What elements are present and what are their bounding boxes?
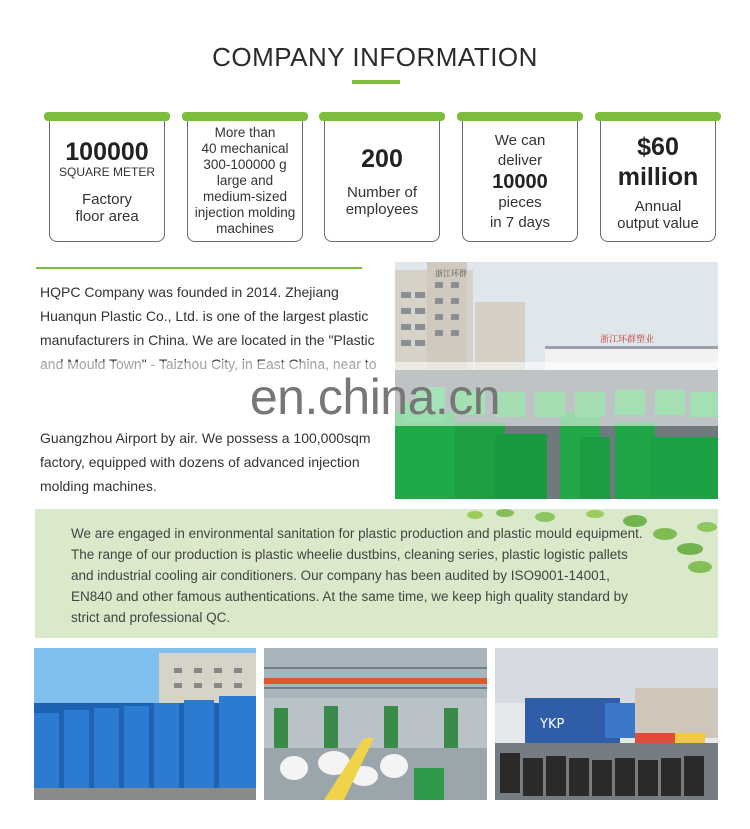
stat-card-employees <box>324 112 440 242</box>
title-underline <box>352 80 400 84</box>
container-loading-photo <box>495 648 718 800</box>
card-top-bar <box>457 112 583 121</box>
stat-line: More than <box>214 124 276 140</box>
stat-card-delivery <box>462 112 578 242</box>
intro-paragraph-continued <box>40 426 385 498</box>
stat-line: injection molding <box>194 204 296 220</box>
workshop-photo <box>264 648 487 800</box>
stat-label: Number of <box>346 183 418 201</box>
stat-line: machines <box>216 220 274 236</box>
stat-line: medium-sized <box>202 188 288 204</box>
stat-value: 200 <box>361 144 403 173</box>
stat-card-floor-area <box>49 112 165 242</box>
stat-card-machines <box>187 112 303 242</box>
card-top-bar <box>319 112 445 121</box>
stat-line: deliver <box>497 151 543 169</box>
stat-line: large and <box>216 172 274 188</box>
paragraph-line: strict and professional QC. <box>71 610 231 625</box>
stat-line: 40 mechanical <box>201 140 289 156</box>
paragraph-line: EN840 and other famous authentications. At the same time, we keep high quality standard by <box>71 589 628 604</box>
container-logo: YKP <box>540 717 565 732</box>
stat-line: 300-100000 g <box>203 156 287 172</box>
stat-label: floor area <box>75 207 139 225</box>
paragraph-line: and industrial cooling air conditioners. Our company has been audited by ISO9001-14001, <box>71 568 610 583</box>
stat-value: 100000 <box>65 137 149 166</box>
paragraph-line: The range of our production is plastic wheelie dustbins, cleaning series, plastic logistic pallets <box>71 547 628 562</box>
card-top-bar <box>44 112 170 121</box>
paragraph-line: HQPC Company was founded in 2014. Zhejiang <box>40 284 339 300</box>
paragraph-line: factory, equipped with dozens of advanced injection <box>40 454 360 470</box>
stat-label: Annual <box>634 197 682 215</box>
stat-label: Factory <box>81 190 132 208</box>
factory-roof-sign: 浙江环群塑业 <box>600 335 655 345</box>
section-title: COMPANY INFORMATION <box>212 42 538 72</box>
paragraph-line: Guangzhou Airport by air. We possess a 100,000sqm <box>40 430 371 446</box>
stat-value: million <box>617 162 699 191</box>
watermark-text: en.china.cn <box>249 369 501 425</box>
stat-unit: SQUARE METER <box>58 164 155 179</box>
factory-sign: 浙江环群 <box>435 269 467 278</box>
watermark <box>30 362 720 426</box>
stat-line: We can <box>494 131 546 149</box>
paragraph-line: molding machines. <box>40 478 157 494</box>
stat-card-output <box>600 112 716 242</box>
card-top-bar <box>182 112 308 121</box>
stat-line: pieces <box>498 193 542 211</box>
paragraph-line: We are engaged in environmental sanitation for plastic production and plastic mould equipment. <box>71 526 643 541</box>
stat-label: employees <box>345 200 419 218</box>
stat-label: output value <box>617 214 699 232</box>
paragraph-line: Huanqun Plastic Co., Ltd. is one of the largest plastic <box>40 308 369 324</box>
blue-bins-photo <box>34 648 256 800</box>
stat-value: 10000 <box>492 170 548 193</box>
business-scope-box <box>35 509 718 638</box>
paragraph-line: manufacturers in China. We are located in the "Plastic <box>40 332 375 348</box>
stat-line: in 7 days <box>489 213 551 231</box>
card-top-bar <box>595 112 721 121</box>
section-divider <box>36 267 362 269</box>
stat-value: $60 <box>637 132 679 161</box>
